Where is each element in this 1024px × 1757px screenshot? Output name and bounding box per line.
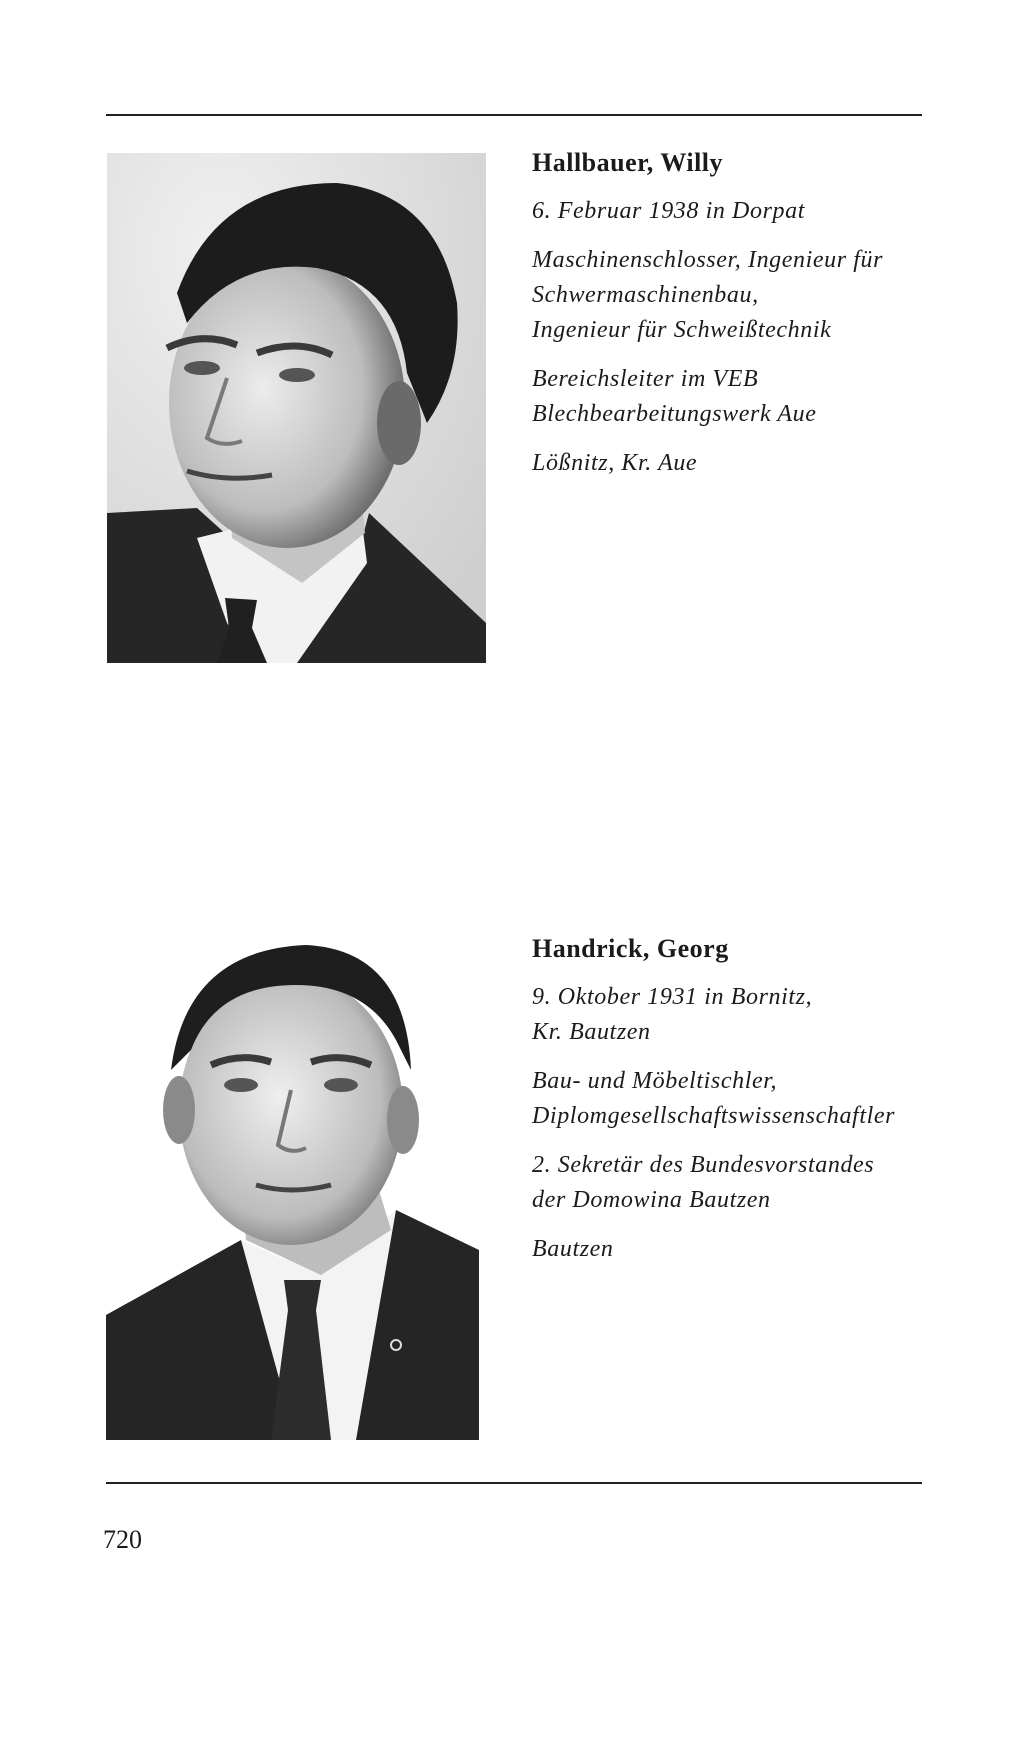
biography-entry-handrick	[532, 932, 922, 1281]
top-rule	[106, 114, 922, 116]
birth-line: Kr. Bautzen	[532, 1019, 651, 1045]
position-line: der Domowina Bautzen	[532, 1187, 771, 1213]
person-name: Hallbauer, Willy	[532, 148, 724, 177]
birth-line: 9. Oktober 1931 in Bornitz,	[532, 984, 813, 1010]
residence-info	[532, 1232, 922, 1267]
birth-line: 6. Februar 1938 in Dorpat	[532, 198, 805, 224]
residence-line: Bautzen	[532, 1236, 614, 1262]
position-line: Bereichsleiter im VEB	[532, 366, 759, 392]
profession-line: Maschinenschlosser, Ingenieur für	[532, 247, 884, 273]
biography-entry-hallbauer	[532, 146, 922, 495]
birth-info	[532, 194, 922, 229]
profession-line: Diplomgesellschaftswissenschaftler	[532, 1103, 896, 1129]
person-name: Handrick, Georg	[532, 934, 729, 963]
portrait-photo-handrick	[106, 930, 479, 1440]
page-number: 720	[103, 1525, 142, 1554]
profession-info	[532, 1064, 922, 1134]
position-info	[532, 362, 922, 432]
residence-line: Lößnitz, Kr. Aue	[532, 450, 698, 476]
profession-line: Ingenieur für Schweißtechnik	[532, 317, 832, 343]
profession-line: Schwermaschinenbau,	[532, 282, 759, 308]
portrait-photo-hallbauer	[107, 153, 486, 663]
position-info	[532, 1148, 922, 1218]
birth-info	[532, 980, 922, 1050]
residence-info	[532, 446, 922, 481]
bottom-rule	[106, 1482, 922, 1484]
profession-line: Bau- und Möbeltischler,	[532, 1068, 778, 1094]
position-line: Blechbearbeitungswerk Aue	[532, 401, 817, 427]
profession-info	[532, 243, 922, 348]
position-line: 2. Sekretär des Bundesvorstandes	[532, 1152, 875, 1178]
